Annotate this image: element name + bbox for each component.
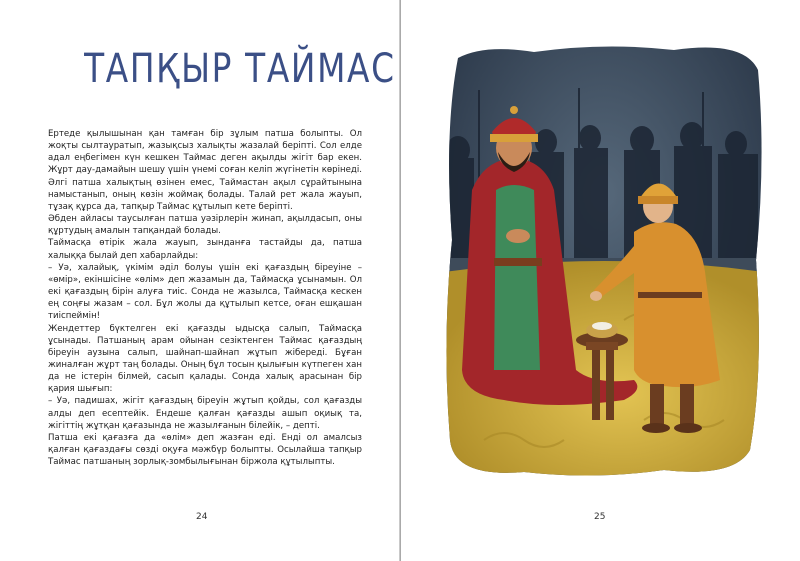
right-page — [401, 0, 800, 561]
story-title: ТАПҚЫР ТАЙМАС — [84, 46, 396, 92]
paragraph: – Уә, халайық, үкімім әділ болуы үшін екі қағаздың біреуіне – «өмір», екіншісіне «өлім» деп жазамын да, Таймасқа ұсынамын. Ол екі қағаздың бірін алуға тиіс. Сонда не жазылса, Таймасқа кескен ең соңғы жазам – сол. Бұл жолы да құтылып кетсе, оған ешқашан тиіспеймін! — [48, 262, 362, 322]
page-number-right: 25 — [594, 512, 606, 522]
illustration-king-and-taimas — [444, 40, 764, 480]
page-number-left: 24 — [196, 512, 208, 522]
paragraph: Әбден айласы таусылған патша уәзірлерін жинап, ақылдасып, оны құртудың амалын тапқандай болады. — [48, 214, 362, 237]
paragraph: Патша екі қағазға да «өлім» деп жазған еді. Енді ол амалсыз қалған қағаздағы сөзді оқуға мәжбүр болыпты. Осылайша тапқыр Таймас патшаның зорлық-зомбылығынан біржола құтылыпты. — [48, 432, 362, 468]
paragraph: Таймасқа өтірік жала жауып, зынданға тастайды да, патша халыққа былай деп хабарлайды: — [48, 238, 362, 261]
paragraph: Ертеде қылышынан қан тамған бір зұлым патша болыпты. Ол жоқты сылтауратып, жазықсыз халықты жазалай беріпті. Сол елде адал еңбегімен күн кешкен Таймас деген ақылды жігіт бар екен. Жұрт дау-дамайын шешу үшін үнемі соған келіп жүгінетін көрінеді. Әлгі патша халықтың өзінен емес, Таймастан ақыл сұрайтынына намыстанып, оның көзін жоймақ болады. Талай рет жала жауып, тұзақ құрса да, тапқыр Таймас құтылып кете беріпті. — [48, 129, 362, 212]
story-text — [48, 128, 362, 468]
paragraph: – Уә, падишах, жігіт қағаздың біреуін жұтып қойды, сол қағазды алды деп есептейік. Ендеше қалған қағазды ашып оқиық та, жігіттің жұтқан қағазында не жазылғанын білейік, – депті. — [48, 396, 362, 431]
paragraph: Жендеттер бүктелген екі қағазды ыдысқа салып, Таймасқа ұсынады. Патшаның арам ойынан сезіктенген Таймас қағаздың біреуін аузына салып, шайнап-шайнап жұтып жібереді. Бұған жиналған жұрт таң болады. Оның бұл тосын қылығын күтпеген хан да не істерін білмей, сасып қалады. Сонда халық арасынан бір қария шығып: — [48, 323, 362, 395]
